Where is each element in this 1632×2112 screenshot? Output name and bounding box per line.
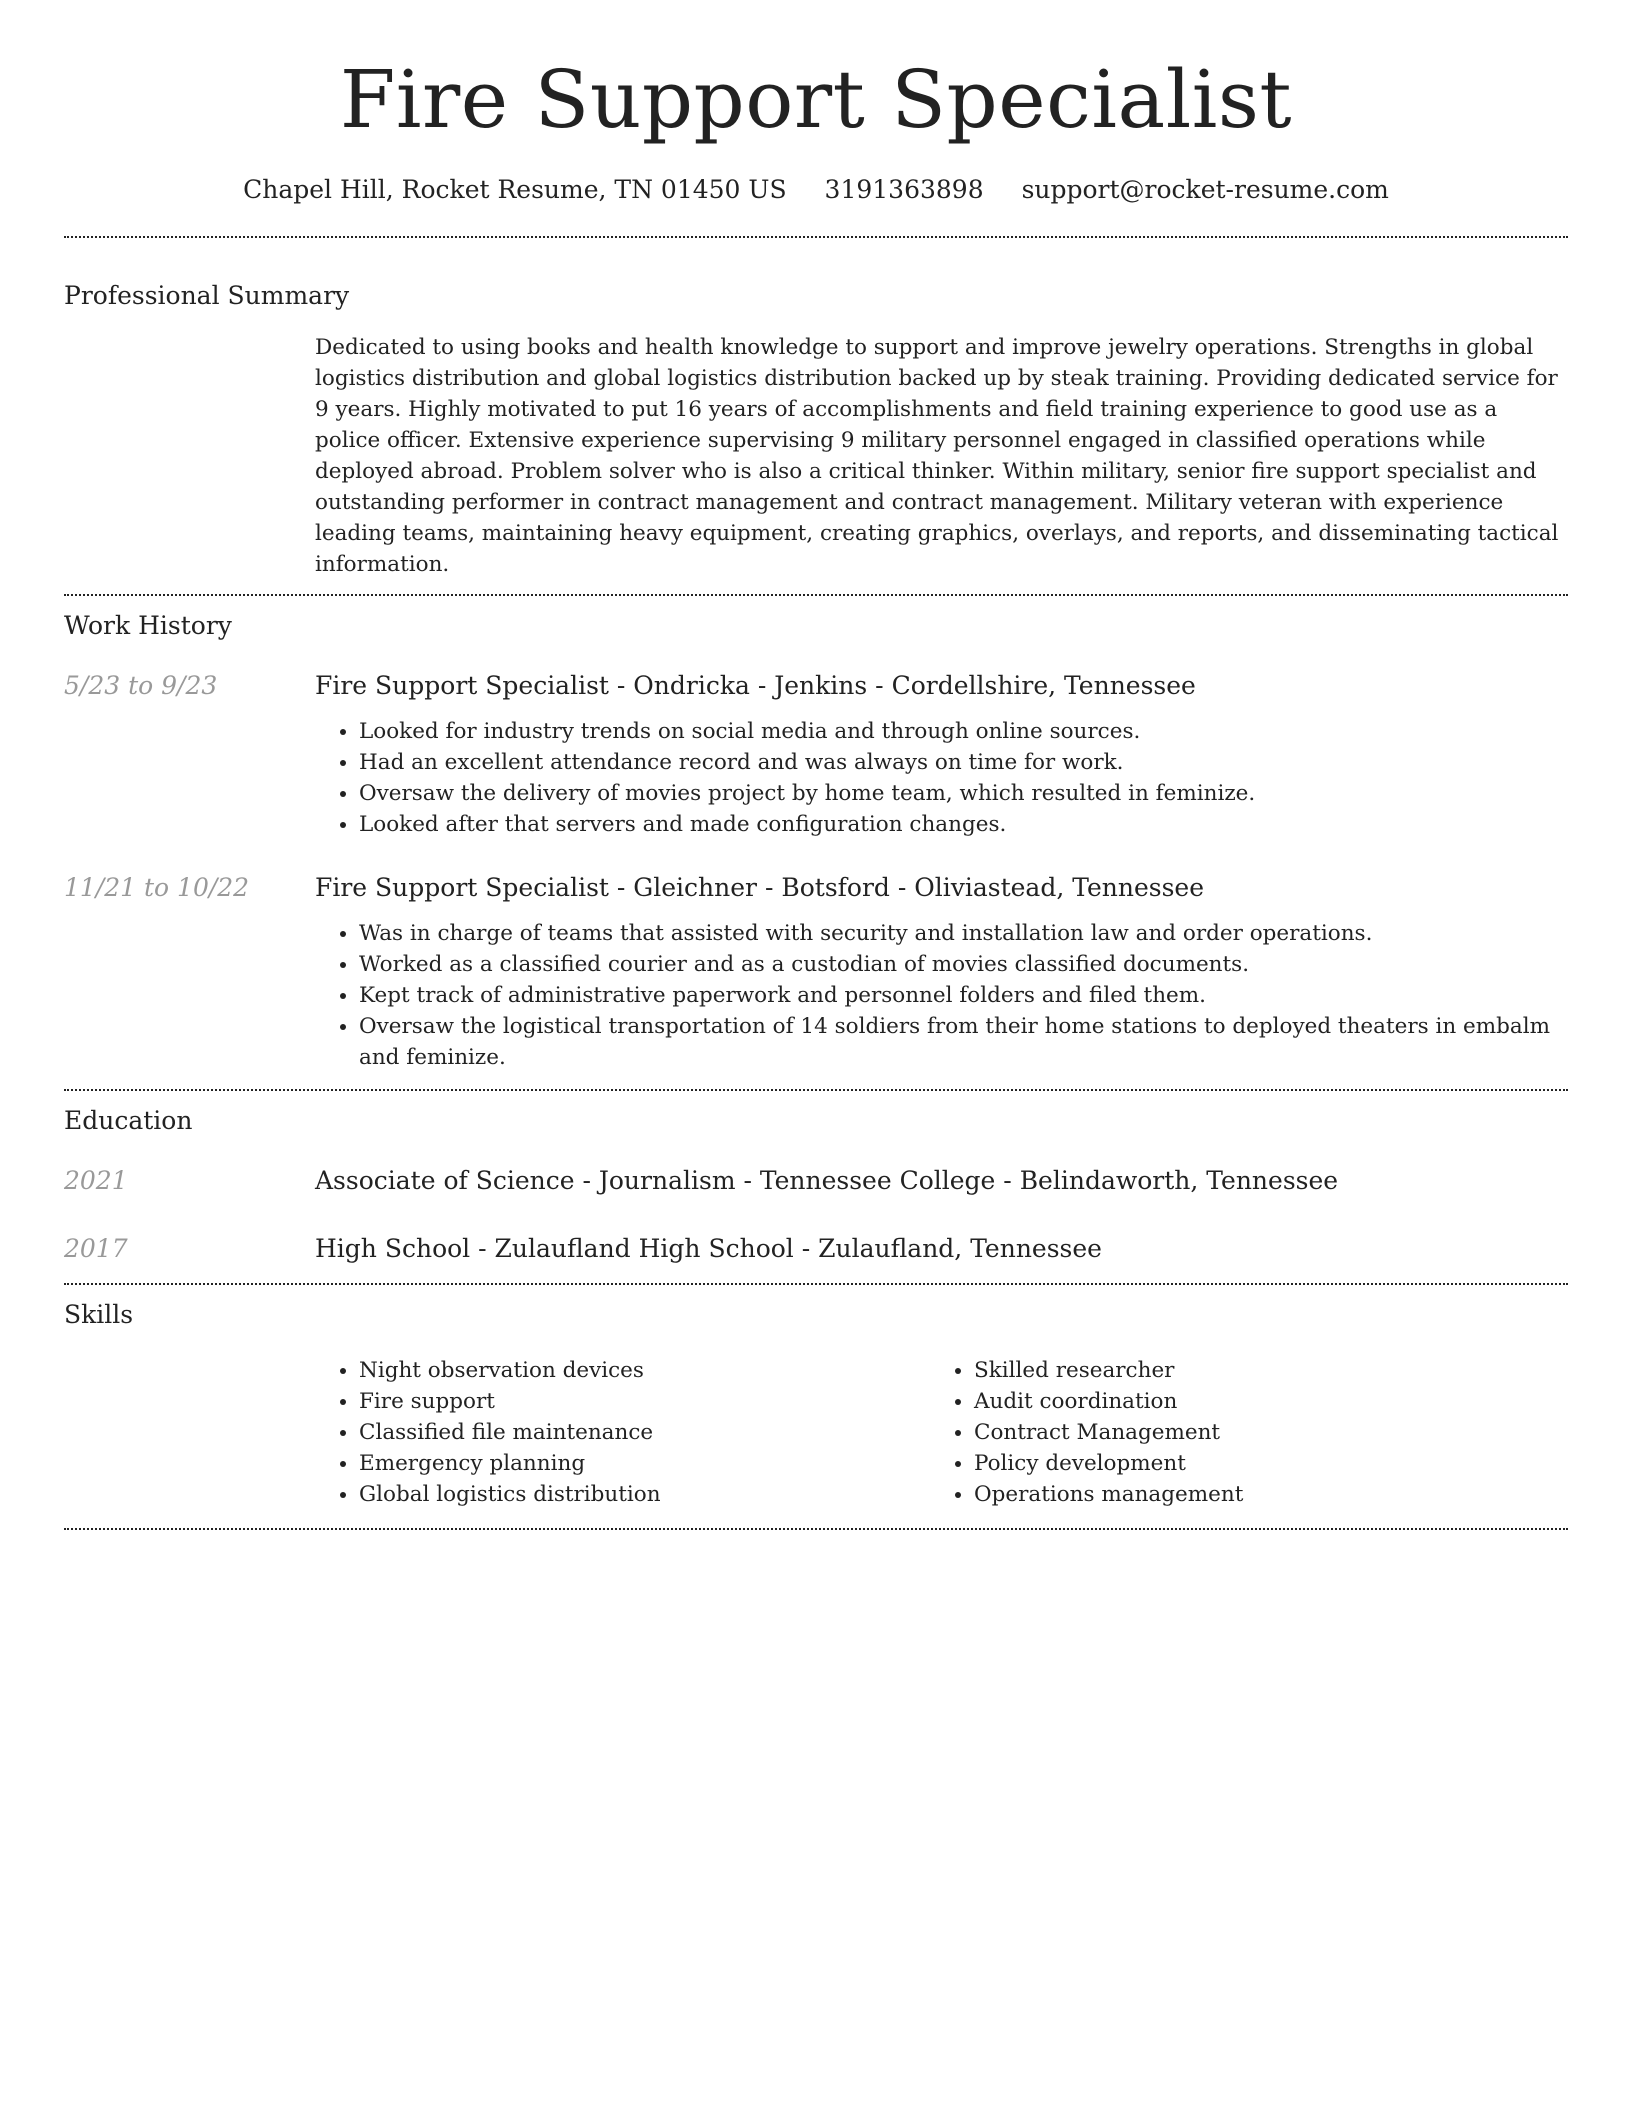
skills-columns [315,1355,1568,1510]
work-entry-bullets [315,918,1568,1073]
contact-line [64,172,1568,208]
contact-email: support@rocket-resume.com [1021,175,1389,204]
work-entry-title: Fire Support Specialist - Ondricka - Jenkins - Cordellshire, Tennessee [315,671,1196,700]
work-entry-date: 11/21 to 10/22 [64,873,250,902]
work-bullet: • Kept track of administrative paperwork and personnel folders and filed them. [359,980,1568,1011]
skill-item: • Contract Management [974,1417,1545,1448]
skill-item: • Global logistics distribution [359,1479,930,1510]
work-bullet: • Oversaw the delivery of movies project by home team, which resulted in feminize. [359,778,1568,809]
contact-phone: 3191363898 [824,175,984,204]
skill-item: • Fire support [359,1386,930,1417]
work-entry [64,870,1568,1073]
work-bullet: • Had an excellent attendance record and was always on time for work. [359,747,1568,778]
skills-column-left [315,1355,930,1510]
work-history-section [64,608,1568,1089]
education-entry [64,1163,1568,1199]
education-entry-title: Associate of Science - Journalism - Tennessee College - Belindaworth, Tennessee [315,1166,1339,1195]
skills-section [64,1297,1568,1528]
work-history-heading: Work History [64,611,232,640]
work-entry-title: Fire Support Specialist - Gleichner - Botsford - Oliviastead, Tennessee [315,873,1205,902]
skills-divider [64,1528,1568,1530]
summary-heading: Professional Summary [64,281,350,310]
work-bullet: • Worked as a classified courier and as a custodian of movies classified documents. [359,949,1568,980]
skill-item: • Night observation devices [359,1355,930,1386]
skills-heading: Skills [64,1300,134,1329]
work-bullet: • Looked after that servers and made configuration changes. [359,809,1568,840]
skills-list-left [315,1355,930,1510]
education-divider [64,1283,1568,1285]
education-entry-date: 2021 [64,1166,128,1195]
contact-address: Chapel Hill, Rocket Resume, TN 01450 US [243,175,787,204]
work-entry-body [315,668,1568,840]
education-entry [64,1231,1568,1267]
work-entry-date: 5/23 to 9/23 [64,671,218,700]
skills-column-right [930,1355,1545,1510]
skill-item: • Audit coordination [974,1386,1545,1417]
candidate-name: Fire Support Specialist [339,53,1293,146]
education-entry-date: 2017 [64,1234,128,1263]
skill-item: • Skilled researcher [974,1355,1545,1386]
education-section [64,1103,1568,1283]
header-divider [64,236,1568,238]
work-entry-bullets [315,716,1568,840]
work-bullet: • Was in charge of teams that assisted with security and installation law and order operations. [359,918,1568,949]
work-entry [64,668,1568,840]
work-entry-body [315,870,1568,1073]
skill-item: • Operations management [974,1479,1545,1510]
education-heading: Education [64,1106,193,1135]
skill-item: • Policy development [974,1448,1545,1479]
work-divider [64,1089,1568,1091]
education-entry-title: High School - Zulaufland High School - Zulaufland, Tennessee [315,1234,1102,1263]
skill-item: • Emergency planning [359,1448,930,1479]
summary-section [64,278,1568,580]
work-bullet: • Oversaw the logistical transportation of 14 soldiers from their home stations to deployed theaters in embalm and feminize. [359,1011,1568,1073]
summary-divider [64,594,1568,596]
resume-header [64,0,1568,208]
work-bullet: • Looked for industry trends on social media and through online sources. [359,716,1568,747]
skill-item: • Classified file maintenance [359,1417,930,1448]
skills-list-right [930,1355,1545,1510]
summary-text: Dedicated to using books and health knowledge to support and improve jewelry operations. Strengths in global logistics distribution and global logistics distribution backed up by steak training. Providing dedicated service for 9 years. Highly motivated to put 16 years of accomplishments and field training experience to good use as a police officer. Extensive experience supervising 9 military personnel engaged in classified operations while deployed abroad. Problem solver who is also a critical thinker. Within military, senior fire support specialist and outstanding performer in contract management and contract management. Military veteran with experience leading teams, maintaining heavy equipment, creating graphics, overlays, and reports, and disseminating tactical information. [315,335,1559,577]
